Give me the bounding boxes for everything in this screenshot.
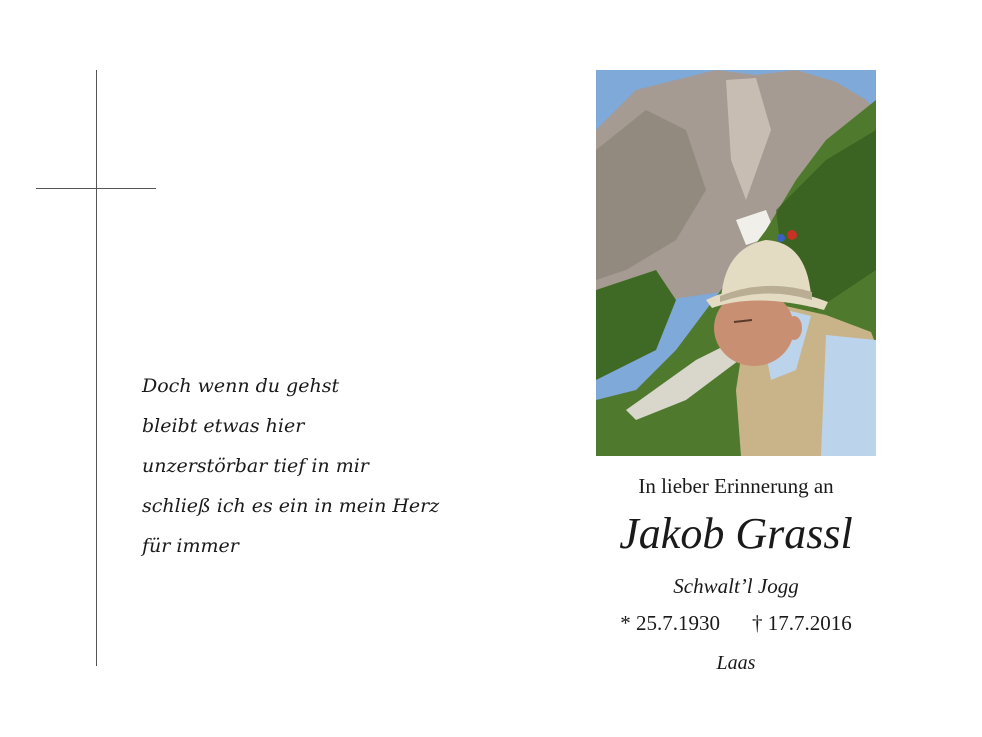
poem-line: Doch wenn du gehst	[142, 375, 340, 397]
place-name: Laas	[716, 652, 756, 674]
life-dates	[596, 608, 876, 638]
poem-line: für immer	[142, 535, 239, 557]
portrait-photo	[596, 70, 876, 456]
poem-line: schließ ich es ein in mein Herz	[142, 495, 440, 517]
intro-text: In lieber Erinnerung an	[638, 474, 834, 498]
poem-line: unzerstörbar tief in mir	[142, 455, 369, 477]
memorial-cross-horizontal	[36, 188, 156, 189]
memorial-cross-vertical	[96, 70, 97, 666]
birth-date: * 25.7.1930	[620, 611, 720, 635]
ear	[786, 316, 802, 340]
deceased-name: Jakob Grassl	[619, 509, 853, 558]
poem-line: bleibt etwas hier	[142, 415, 305, 437]
death-date: † 17.7.2016	[752, 611, 852, 635]
hat-flower-red	[787, 230, 797, 240]
nickname: Schwalt’l Jogg	[673, 574, 799, 598]
hat-flower-blue	[777, 234, 785, 242]
memorial-poem	[142, 366, 439, 566]
shirt-sleeve	[821, 335, 876, 456]
